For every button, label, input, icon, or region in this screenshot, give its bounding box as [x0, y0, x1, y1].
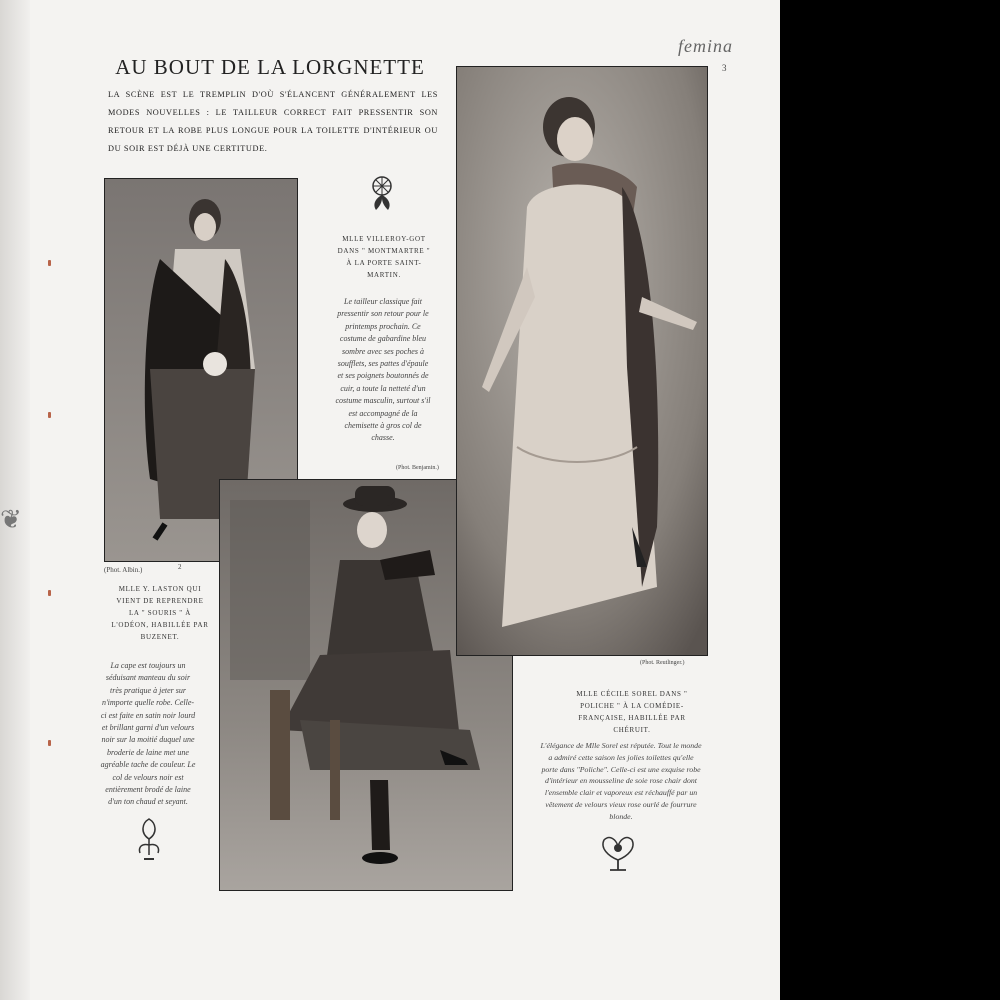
page-number: 3	[722, 63, 727, 73]
caption-title-sorel: MLLE CÉCILE SOREL DANS " POLICHE " À LA COMÉDIE-FRANÇAISE, HABILLÉE PAR CHÉRUIT.	[576, 690, 688, 734]
margin-ornament-icon: ❦	[0, 505, 22, 534]
photo-credit: (Phot. Albin.)	[104, 566, 143, 574]
floral-ornament-icon	[362, 174, 402, 214]
binding-mark	[48, 412, 51, 418]
photo-credit: (Phot. Reutlinger.)	[640, 660, 685, 666]
article-title: AU BOUT DE LA LORGNETTE	[115, 55, 425, 79]
photo-sorel	[456, 66, 708, 656]
page-spine	[0, 0, 30, 1000]
caption-title-laston: MLLE Y. LASTON QUI VIENT DE REPRENDRE LA " SOURIS " À L'ODÉON, HABILLÉE PAR BUZENET.	[111, 585, 209, 641]
caption-body-sorel: L'élégance de Mlle Sorel est réputée. Tout le monde a admiré cette saison les jolies toilettes qu'elle porte dans "Poliche". Celle-ci est une exquise robe d'intérieur en mousseline de soie rose chair dont l'ensemble clair et vaporeux est réchauffé par un vêtement de velours vieux rose ourlé de fourrure blonde.	[540, 741, 702, 821]
crest-ornament-icon	[598, 832, 638, 874]
article-lede: LA SCÈNE EST LE TREMPLIN D'OÙ S'ÉLANCENT GÉNÉRALEMENT LES MODES NOUVELLES : LE TAILLEUR CORRECT FAIT PRESSENTIR SON RETOUR ET LA ROBE PLUS LONGUE POUR LA TOILETTE D'INTÉRIEUR OU DU SOIR EST DÉJÀ UNE CERTITUDE.	[108, 90, 438, 153]
tulip-ornament-icon	[134, 815, 164, 861]
caption-title-villeroy: MLLE VILLEROY-GOT DANS " MONTMARTRE " À LA PORTE SAINT-MARTIN.	[337, 235, 431, 279]
photo-credit: (Phot. Benjamin.)	[396, 465, 439, 471]
binding-mark	[48, 590, 51, 596]
caption-body-laston: La cape est toujours un séduisant manteau du soir très pratique à jeter sur n'importe quelle robe. Celle-ci est faite en satin noir lourd et brillant garni d'un velours noir sur la moitié duquel une broderie de laine met une agréable tache de couleur. Le col de velours noir est entièrement brodé de laine d'un ton chaud et seyant.	[100, 661, 196, 807]
plate-number: 2	[178, 563, 182, 571]
masthead: femina	[678, 36, 733, 56]
caption-body-villeroy: Le tailleur classique fait pressentir son retour pour le printemps prochain. Ce costume de gabardine bleu sombre avec ses poches à soufflets, ses pattes d'épaule et ses poignets boutonnés de cuir, a toute la netteté d'un costume masculin, surtout s'il est accompagné de la chemisette à gros col de chasse.	[335, 297, 431, 443]
binding-mark	[48, 260, 51, 266]
binding-mark	[48, 740, 51, 746]
